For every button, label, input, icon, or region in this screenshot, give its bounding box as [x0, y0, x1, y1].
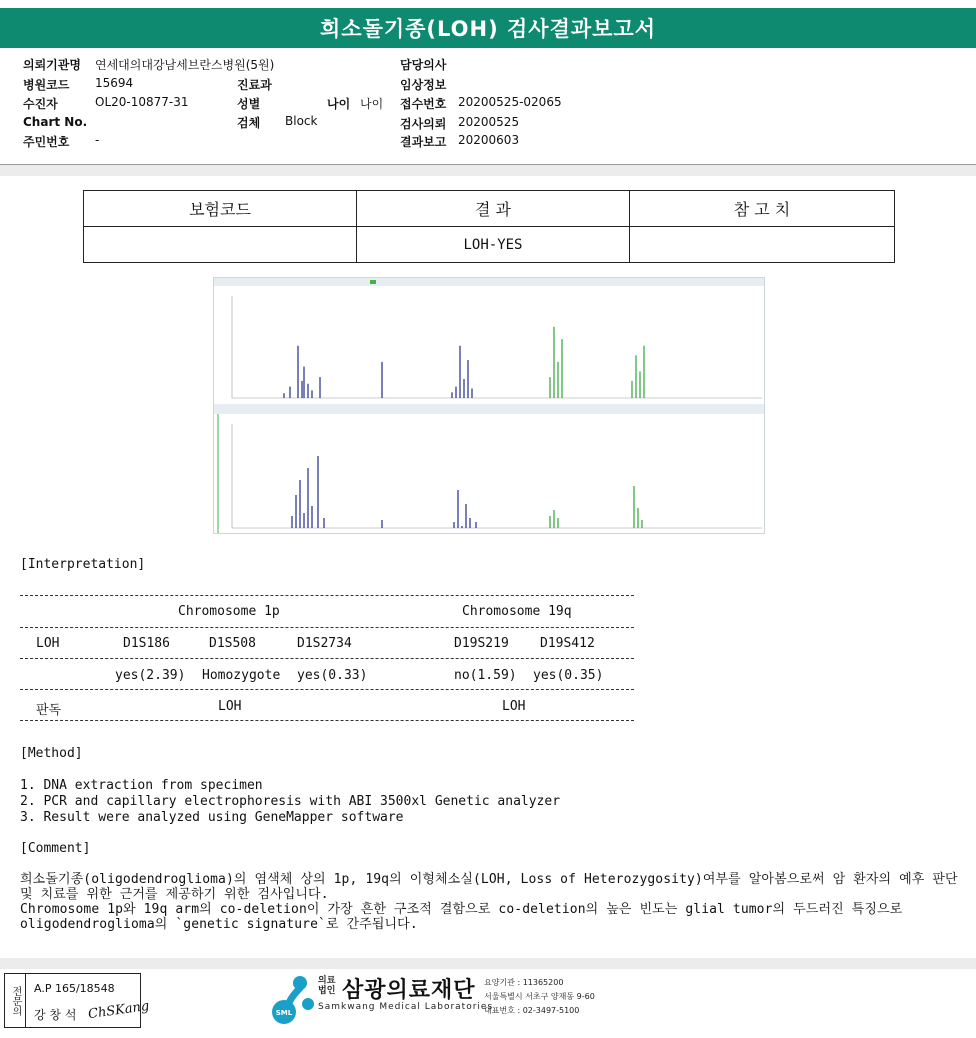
patient-info-panel — [0, 52, 976, 165]
interpretation-heading: [Interpretation] — [20, 557, 146, 572]
rule-4 — [20, 689, 634, 690]
clinical-info-label: 임상정보 — [400, 78, 447, 92]
marker-d1s186: D1S186 — [123, 636, 170, 651]
chr1p-label: Chromosome 1p — [178, 604, 280, 619]
panel-top-toolbar — [214, 278, 764, 286]
org-contact-info — [484, 976, 595, 1018]
specialist-signature-box — [4, 973, 151, 1028]
report-title: 희소돌기종(LOH) 검사결과보고서 — [0, 8, 976, 48]
hospital-code-label: 병원코드 — [23, 78, 70, 92]
method-item-2: 2. PCR and capillary electrophoresis with ABI 3500xl Genetic analyzer — [20, 794, 561, 809]
panel-bottom-toolbar — [214, 404, 764, 414]
org-english-name: Samkwang Medical Laboratories — [318, 1002, 494, 1012]
signature: ChSKang — [87, 998, 151, 1023]
header-result: 결 과 — [357, 191, 630, 227]
hospital-code-value: 15694 — [95, 76, 134, 90]
marker-d1s2734: D1S2734 — [297, 636, 352, 651]
resident-id-label: 주민번호 — [23, 135, 70, 149]
rule-2 — [20, 627, 634, 628]
header-reference: 참 고 치 — [630, 191, 895, 227]
institution-label: 의뢰기관명 — [23, 58, 81, 72]
result-table — [83, 190, 895, 263]
patient-label: 수진자 — [23, 97, 58, 111]
cell-result: LOH-YES — [357, 227, 630, 263]
signature-body — [26, 974, 151, 1027]
footer-band — [0, 958, 976, 969]
value-d1s2734: yes(0.33) — [297, 668, 368, 683]
report-date-value: 20200603 — [458, 133, 520, 147]
comment-heading: [Comment] — [20, 841, 91, 856]
org-code: 요양기관 : 11365200 — [484, 978, 564, 987]
comment-paragraph-2: Chromosome 1p와 19q arm의 co-deletion이 가장 흔한 구조적 결함으로 co-deletion의 높은 빈도는 glial tumor의 두드러진 특징으로 oligodendroglioma의 `genetic signature`로 간주됩니다. — [20, 902, 903, 932]
specimen-value: Block — [285, 114, 318, 128]
request-date-value: 20200525 — [458, 115, 520, 129]
method-heading: [Method] — [20, 746, 83, 761]
corp-label-line1: 의료 — [318, 976, 336, 986]
patient-value: OL20-10877-31 — [95, 95, 189, 109]
result-table-header — [84, 191, 895, 227]
divider-band — [0, 165, 976, 176]
marker-d19s412: D19S412 — [540, 636, 595, 651]
electropherogram-svg — [214, 278, 764, 533]
footer — [0, 970, 976, 1038]
result-table-row — [84, 227, 895, 263]
license-number: A.P 165/18548 — [34, 982, 115, 995]
age-value: 나이 — [360, 97, 384, 111]
chart-no-label: Chart No. — [23, 115, 88, 129]
comment-body — [20, 872, 960, 932]
toolbar-marker — [370, 280, 376, 284]
doctor-name: 강 창 석 — [34, 1008, 77, 1022]
cell-insurance-code — [84, 227, 357, 263]
comment-paragraph-1: 희소돌기종(oligodendroglioma)의 염색체 상의 1p, 19q의 이형체소실(LOH, Loss of Heterozygosity)여부를 알아봄으로써 암 환자의 예후 판단 및 치료를 위한 근거를 제공하기 위한 검사입니다. — [20, 872, 958, 902]
value-d1s186: yes(2.39) — [115, 668, 186, 683]
rule-3 — [20, 658, 634, 659]
judgement-1p: LOH — [218, 699, 242, 714]
rule-1 — [20, 595, 634, 596]
logo-mark-text: SML — [275, 1009, 293, 1017]
specimen-label: 검체 — [237, 116, 261, 130]
chr19q-label: Chromosome 19q — [462, 604, 572, 619]
org-address: 서울특별시 서초구 양재동 9-60 — [484, 992, 595, 1001]
judgement-19q: LOH — [502, 699, 526, 714]
institution-value: 연세대의대강남세브란스병원(5원) — [95, 58, 275, 72]
corp-label — [318, 976, 335, 996]
corp-label-line2: 법인 — [318, 986, 336, 996]
value-d19s412: yes(0.35) — [533, 668, 604, 683]
sml-logo-icon — [268, 974, 318, 1026]
header-insurance-code: 보험코드 — [84, 191, 357, 227]
receipt-no-label: 접수번호 — [400, 97, 447, 111]
doctor-label: 담당의사 — [400, 58, 447, 72]
sex-label: 성별 — [237, 97, 261, 111]
marker-d19s219: D19S219 — [454, 636, 509, 651]
judgement-label: 판독 — [36, 703, 62, 718]
age-label: 나이 — [327, 97, 351, 111]
resident-id-value: - — [95, 133, 100, 147]
marker-d1s508: D1S508 — [209, 636, 256, 651]
electropherogram-image — [213, 277, 765, 534]
loh-label: LOH — [36, 636, 60, 651]
peak-group — [284, 327, 644, 528]
cell-reference — [630, 227, 895, 263]
method-item-3: 3. Result were analyzed using GeneMapper software — [20, 810, 404, 825]
org-phone: 대표번호 : 02-3497-5100 — [484, 1006, 580, 1015]
method-item-1: 1. DNA extraction from specimen — [20, 778, 263, 793]
request-date-label: 검사의뢰 — [400, 117, 447, 131]
dept-label: 진료과 — [237, 78, 272, 92]
specialist-vertical-label: 전문의 — [5, 974, 26, 1027]
report-date-label: 결과보고 — [400, 135, 447, 149]
rule-5 — [20, 720, 634, 721]
value-d1s508: Homozygote — [202, 668, 281, 683]
value-d19s219: no(1.59) — [454, 668, 517, 683]
receipt-no-value: 20200525-02065 — [458, 95, 562, 109]
org-name: 삼광의료재단 — [342, 978, 476, 1003]
